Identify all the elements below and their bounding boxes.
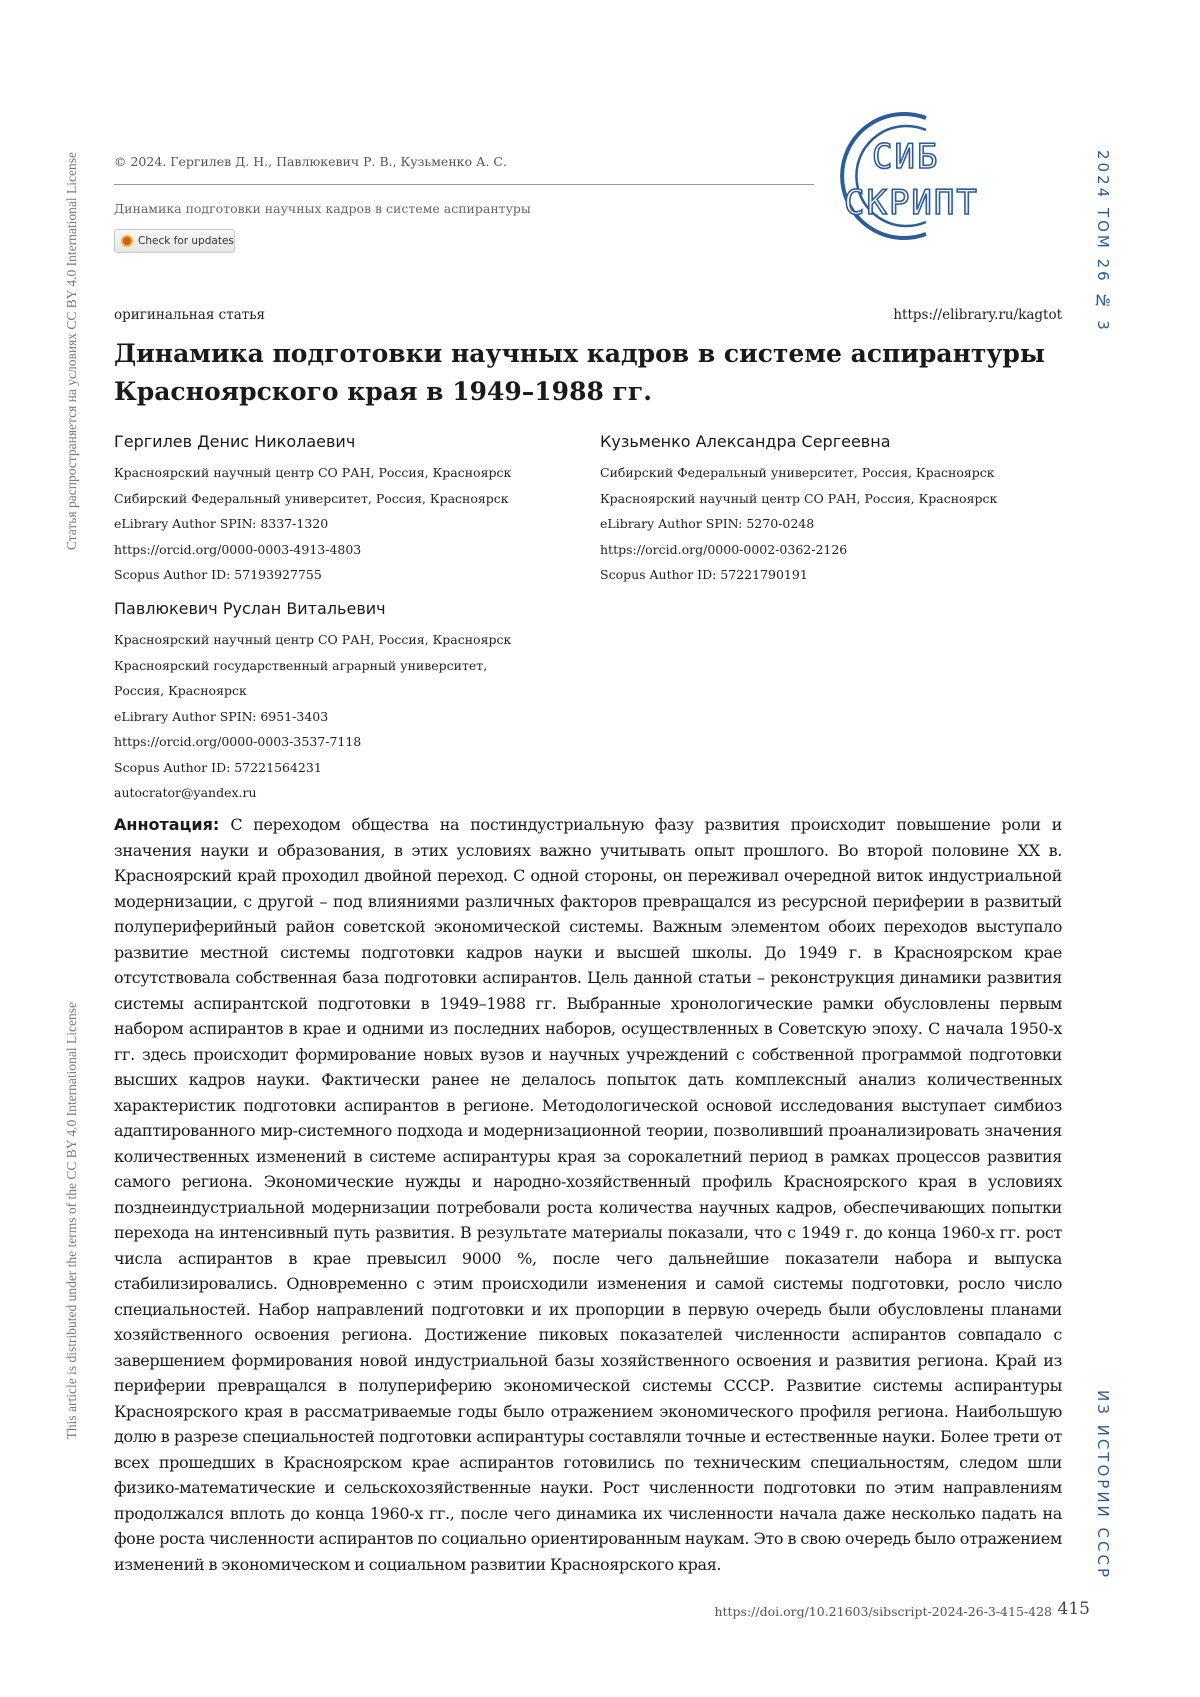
author-name: Павлюкевич Руслан Витальевич <box>114 597 511 621</box>
article-url-link[interactable]: https://elibrary.ru/kagtot <box>893 307 1062 323</box>
author-spin: eLibrary Author SPIN: 8337-1320 <box>114 511 511 537</box>
header-divider <box>114 184 814 185</box>
license-note-en: This article is distributed under the terms of the CC BY 4.0 International License <box>64 1002 80 1439</box>
author-affiliation: Сибирский Федеральный университет, Россия, Красноярск <box>114 486 511 512</box>
license-note-ru: Статья распространяется на условиях CC BY 4.0 International License <box>64 152 80 550</box>
author-block-kuzmenko <box>600 430 997 588</box>
section-label: ИЗ ИСТОРИИ СССР <box>1094 1390 1112 1580</box>
check-for-updates-button[interactable] <box>114 229 235 253</box>
title-line-2: Красноярского края в 1949–1988 гг. <box>114 373 1074 411</box>
abstract <box>114 812 1062 1577</box>
author-spin: eLibrary Author SPIN: 5270-0248 <box>600 511 997 537</box>
abstract-text: С переходом общества на постиндустриальную фазу развития происходит повышение роли и значения науки и образования, в этих условиях важно учитывать опыт прошлого. Во второй половине XX в. Красноярский край проходил двойной переход. С одной стороны, он переживал очередной виток индустриальной модернизации, с другой – под влияниями различных факторов превращался из ресурсной периферии в развитый полупериферийный район советской экономической системы. Важным элементом обоих переходов выступало развитие местной системы подготовки кадров науки и высшей школы. До 1949 г. в Красноярском крае отсутствовала собственная база подготовки аспирантов. Цель данной статьи – реконструкция динамики развития системы аспирантской подготовки в 1949–1988 гг. Выбранные хронологические рамки обусловлены первым набором аспирантов в крае и одними из последних наборов, осуществленных в Советскую эпоху. С начала 1950-х гг. здесь происходит формирование новых вузов и научных учреждений с собственной программой подготовки высших кадров науки. Фактически ранее не делалось попыток дать комплексный анализ количественных характеристик подготовки аспирантов в регионе. Методологической основой исследования выступает симбиоз адаптированного мир-системного подхода и модернизационной теории, позволивший проанализировать значения количественных изменений в системе аспирантуры края за сорокалетний период в рамках процессов развития самого региона. Экономические нужды и народно-хозяйственный профиль Красноярского края в условиях позднеиндустриальной модернизации потребовали роста количества научных кадров, обеспечивающих попытки перехода на интенсивный путь развития. В результате материалы показали, что с 1949 г. до конца 1960-х гг. рост числа аспирантов в крае превысил 9000 %, после чего дальнейшие показатели набора и выпуска стабилизировались. Одновременно с этим происходили изменения и самой системы подготовки, росло число специальностей. Набор направлений подготовки и их пропорции в первую очередь были обусловлены планами хозяйственного освоения региона. Достижение пиковых показателей численности аспирантов совпадало с завершением формирования новой индустриальной базы хозяйственного освоения и развития региона. Край из периферии превращался в полупериферию экономической системы СССР. Развитие системы аспирантуры Красноярского края в рассматриваемые годы было отражением экономического профиля региона. Наибольшую долю в разрезе специальностей подготовки аспирантуры составляли точные и естественные науки. Более трети от всех прошедших в Красноярском крае аспирантов готовились по техническим специальностям, следом шли физико-математические и сельскохозяйственные науки. Рост численности подготовки по этим направлениям продолжался вплоть до конца 1960-х гг., после чего динамика их численности начала даже несколько падать на фоне роста численности аспирантов по социально ориентированным наукам. Это в свою очередь было отражением изменений в экономическом и социальном развитии Красноярского края. <box>114 815 1062 1574</box>
author-block-gergilev <box>114 430 511 588</box>
author-scopus: Scopus Author ID: 57221564231 <box>114 755 511 781</box>
author-scopus: Scopus Author ID: 57221790191 <box>600 562 997 588</box>
author-block-pavlyukevich <box>114 597 511 806</box>
logo-word-skript: СКРИПТ <box>844 183 979 223</box>
logo-word-sib: СИБ <box>872 137 939 177</box>
volume-label: 2024 ТОМ 26 № 3 <box>1094 150 1112 333</box>
check-for-updates-label: Check for updates <box>138 235 234 247</box>
author-affiliation: Красноярский государственный аграрный университет, <box>114 653 511 679</box>
crossmark-icon <box>121 235 133 247</box>
author-affiliation: Красноярский научный центр СО РАН, Россия, Красноярск <box>114 460 511 486</box>
author-email-link[interactable]: autocrator@yandex.ru <box>114 780 511 806</box>
running-title: Динамика подготовки научных кадров в системе аспирантуры <box>114 201 531 216</box>
author-affiliation: Сибирский Федеральный университет, Россия, Красноярск <box>600 460 997 486</box>
copyright-line: © 2024. Гергилев Д. Н., Павлюкевич Р. В., Кузьменко А. С. <box>114 154 507 169</box>
author-orcid-link[interactable]: https://orcid.org/0000-0003-4913-4803 <box>114 537 511 563</box>
author-scopus: Scopus Author ID: 57193927755 <box>114 562 511 588</box>
author-affiliation: Россия, Красноярск <box>114 678 511 704</box>
title-line-1: Динамика подготовки научных кадров в системе аспирантуры <box>114 335 1074 373</box>
doi-link[interactable]: https://doi.org/10.21603/sibscript-2024-26-3-415-428 <box>714 1604 1052 1619</box>
page-number: 415 <box>1058 1599 1090 1619</box>
author-affiliation: Красноярский научный центр СО РАН, Россия, Красноярск <box>600 486 997 512</box>
author-orcid-link[interactable]: https://orcid.org/0000-0002-0362-2126 <box>600 537 997 563</box>
author-spin: eLibrary Author SPIN: 6951-3403 <box>114 704 511 730</box>
author-affiliation: Красноярский научный центр СО РАН, Россия, Красноярск <box>114 627 511 653</box>
author-name: Кузьменко Александра Сергеевна <box>600 430 997 454</box>
author-orcid-link[interactable]: https://orcid.org/0000-0003-3537-7118 <box>114 729 511 755</box>
author-name: Гергилев Денис Николаевич <box>114 430 511 454</box>
article-type: оригинальная статья <box>114 307 265 323</box>
journal-logo <box>826 106 1066 246</box>
article-title <box>114 335 1074 411</box>
abstract-label: Аннотация: <box>114 815 219 834</box>
